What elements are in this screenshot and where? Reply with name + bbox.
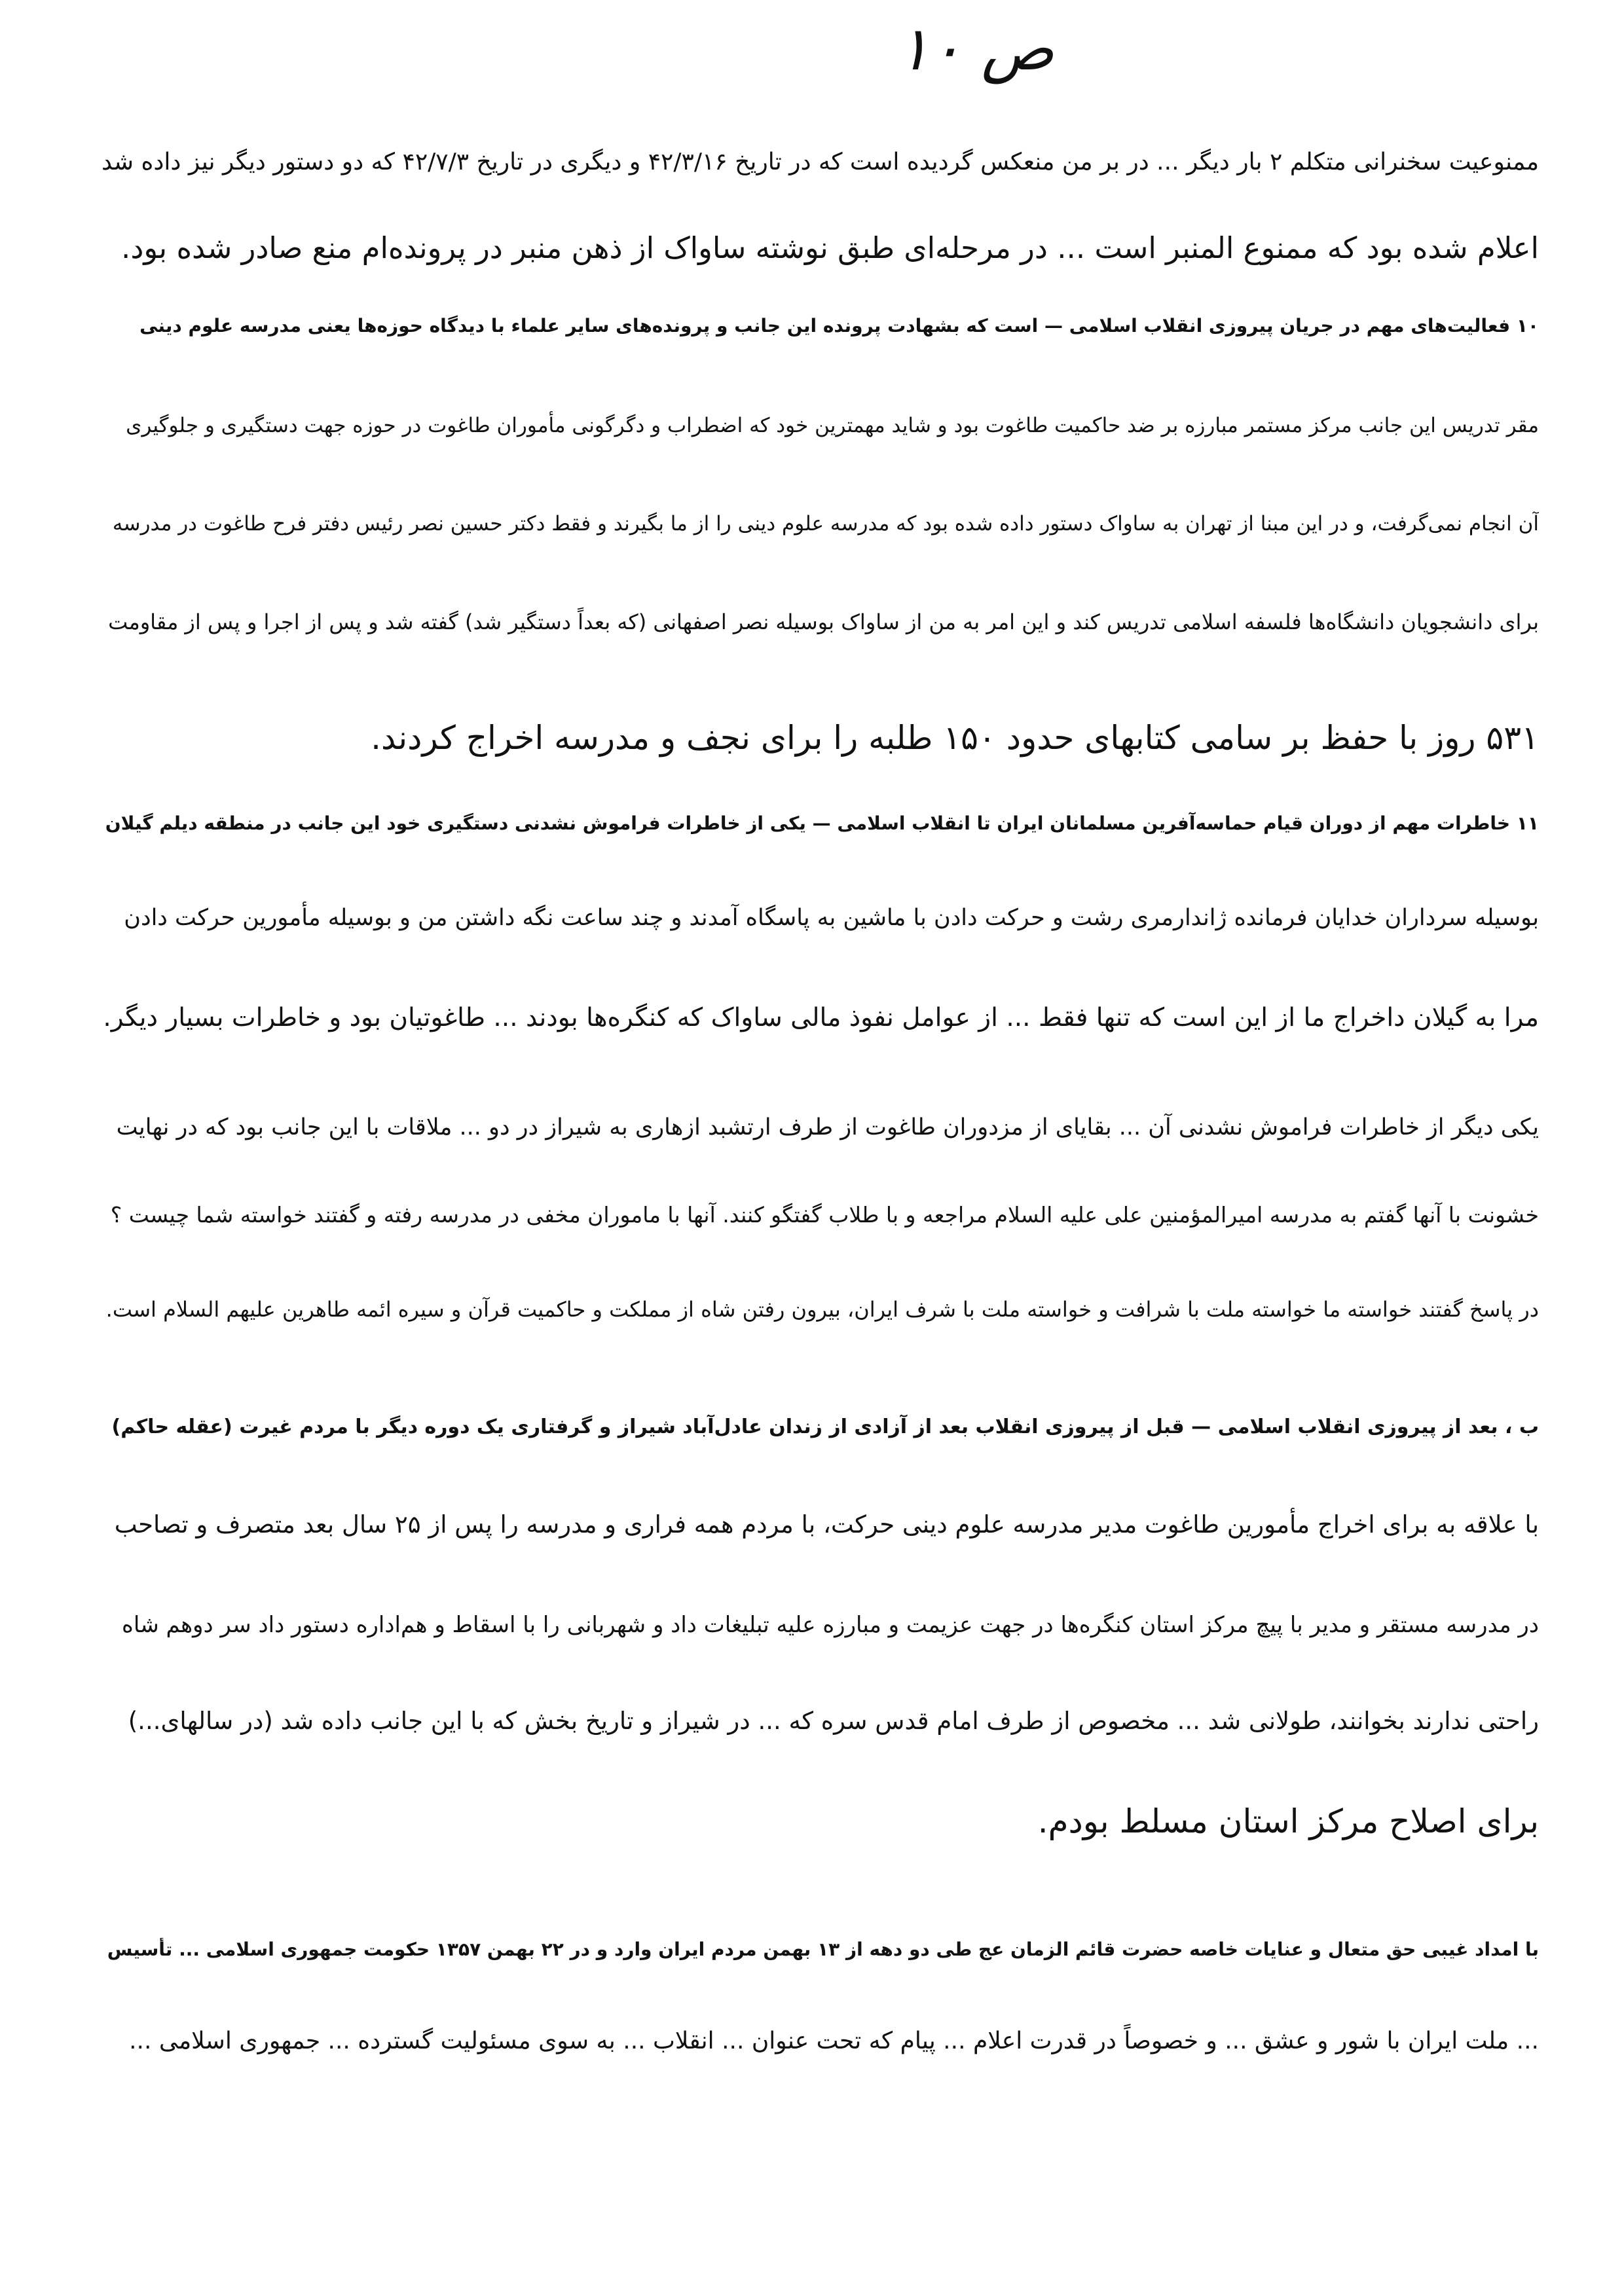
text-line: یکی دیگر از خاطرات فراموش نشدنی آن ... بقایای از مزدوران طاغوت از طرف ارتشبد ازهاری به شیراز در دو ... ملاقات با این جانب بود که در نهایت <box>116 1114 1539 1140</box>
text-line: ممنوعیت سخنرانی متکلم ۲ بار دیگر ... در بر من منعکس گردیده است که در تاریخ ۴۲/۳/۱۶ و دیگری در تاریخ ۴۲/۷/۳ که دو دستور دیگر نیز داده شد <box>101 149 1539 175</box>
text-line: راحتی ندارند بخوانند، طولانی شد ... مخصوص از طرف امام قدس سره که ... در شیراز و تاریخ بخش که با این جانب داده شد (در سالهای...) <box>128 1707 1539 1735</box>
other-memory-paragraph <box>98 1113 1539 1388</box>
section-b-paragraph <box>98 1414 1539 1899</box>
text-line: ۵۳۱ روز با حفظ بر سامی کتابهای حدود ۱۵۰ طلبه را برای نجف و مدرسه اخراج کردند. <box>371 719 1539 757</box>
text-line: اعلام شده بود که ممنوع المنبر است ... در مرحله‌ای طبق نوشته ساواک از ذهن منبر در پرونده‌ام منع صادر شده بود. <box>121 230 1539 265</box>
item-11-heading: ۱۱ خاطرات مهم از دوران قیام حماسه‌آفرین مسلمانان ایران تا انقلاب اسلامی — یکی از خاطرات فراموش نشدنی دستگیری خود این جانب در منطقه دیلم گیلان <box>105 812 1539 834</box>
text-line: بوسیله سرداران خدایان فرمانده ژاندارمری رشت و حرکت دادن با ماشین به پاسگاه آمدند و چند ساعت نگه داشتن من و بوسیله مأمورین حرکت دادن <box>124 905 1539 931</box>
text-line: برای اصلاح مرکز استان مسلط بودم. <box>1037 1802 1539 1840</box>
closing-heading: با امداد غیبی حق متعال و عنایات خاصه حضرت قائم الزمان عج طی دو دهه از ۱۳ بهمن مردم ایران وارد و در ۲۲ بهمن ۱۳۵۷ حکومت جمهوری اسلامی ... تأسیس <box>107 1939 1539 1960</box>
item-11-paragraph <box>98 812 1539 1100</box>
text-line: در مدرسه مستقر و مدیر با پیچ مرکز استان کنگره‌ها در جهت عزیمت و مبارزه علیه تبلیغات داد و شهربانی را با اسقاط و هم‌اداره دستور داد سر دوهم شاه <box>122 1612 1539 1638</box>
closing-paragraph <box>98 1938 1539 2134</box>
text-line: با علاقه به برای اخراج مأمورین طاغوت مدیر مدرسه علوم دینی حرکت، با مردم همه فراری و مدرسه را پس از ۲۵ سال بعد متصرف و تصاحب <box>114 1510 1539 1539</box>
intro-paragraph <box>98 147 1539 298</box>
text-line: در پاسخ گفتند خواسته ما خواسته ملت با شرافت و خواسته ملت با شرف ایران، بیرون رفتن شاه از مملکت و حاکمیت قرآن و سیره ائمه طاهرین علیهم السلام است. <box>105 1297 1539 1322</box>
text-line: ... ملت ایران با شور و عشق ... و خصوصاً در قدرت اعلام ... پیام که تحت عنوان ... انقلاب ... به سوی مسئولیت گسترده ... جمهوری اسلامی ... <box>129 2028 1539 2054</box>
text-line: آن انجام نمی‌گرفت، و در این مبنا از تهران به ساواک دستور داده شده بود که مدرسه علوم دینی را از ما بگیرند و فقط دکتر حسین نصر رئیس دفتر فرح طاغوت در مدرسه <box>112 512 1539 536</box>
text-line: مقر تدریس این جانب مرکز مستمر مبارزه بر ضد حاکمیت طاغوت بود و شاید مهمترین خود که اضطراب و دگرگونی مأموران طاغوت در حوزه جهت دستگیری و جلوگیری <box>126 414 1539 437</box>
item-10-heading: ۱۰ فعالیت‌های مهم در جریان پیروزی انقلاب اسلامی — است که بشهادت پرونده این جانب و پرونده‌های سایر علماء با دیدگاه حوزه‌ها یعنی مدرسه علوم دینی <box>139 315 1539 337</box>
page-number: ص ۱۰ <box>897 14 1054 84</box>
text-line: خشونت با آنها گفتم به مدرسه امیرالمؤمنین علی علیه السلام مراجعه و با طلاب گفتگو کنند. آنها با ماموران مخفی در مدرسه رفته و گفتند خواسته شما چیست ؟ <box>110 1202 1539 1228</box>
text-line: برای دانشجویان دانشگاه‌ها فلسفه اسلامی تدریس کند و این امر به من از ساواک بوسیله نصر اصفهانی (که بعداً دستگیر شد) گفته شد و پس از اجرا و پس از مقاومت <box>108 610 1539 634</box>
section-b-heading: ب ، بعد از پیروزی انقلاب اسلامی — قبل از پیروزی انقلاب بعد از آزادی از زندان عادل‌آباد شیراز و گرفتاری یک دوره دیگر با مردم غیرت (عقله حاکم) <box>111 1415 1539 1438</box>
item-10-paragraph <box>98 314 1539 786</box>
text-line: مرا به گیلان داخراج ما از این است که تنها فقط ... از عوامل نفوذ مالی ساواک که کنگره‌ها بودند ... طاغوتیان بود و خاطرات بسیار دیگر. <box>103 1003 1539 1032</box>
